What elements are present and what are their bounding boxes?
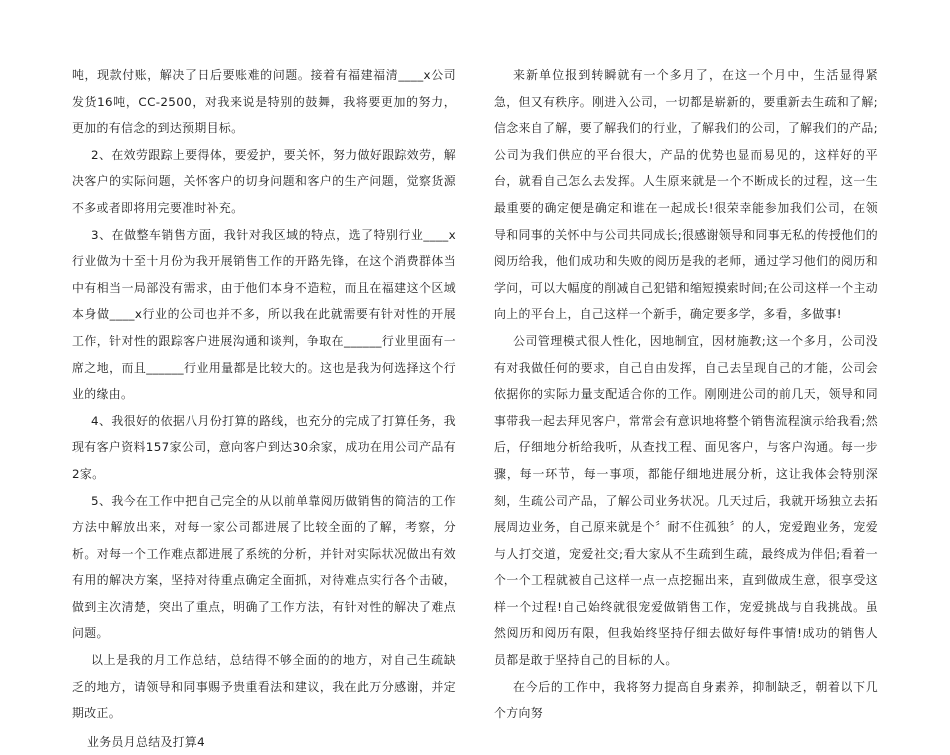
left-column: [72, 62, 456, 755]
right-column: [494, 62, 878, 727]
left-paragraph-1: 吨，现款付账，解决了日后要账难的问题。接着有福建福清____x公司发货16吨，CC-2500，对我来说是特别的鼓舞，我将要更加的努力，更加的有信念的到达预期目标。: [72, 68, 456, 136]
left-paragraph-2: 2、在效劳跟踪上要得体，要爱护，要关怀，努力做好跟踪效劳，解决客户的实际问题，关怀客户的切身问题和客户的生产问题，觉察货源不多或者即将用完要准时补充。: [72, 147, 456, 215]
left-paragraph-6: 以上是我的月工作总结，总结得不够全面的的地方，对自己生疏缺乏的地方，请领导和同事赐予贵重看法和建议，我在此万分感谢，并定期改正。: [72, 653, 456, 721]
left-paragraph-3: 3、在做整车销售方面，我针对我区域的特点，选了特别行业____x行业做为十至十月份为我开展销售工作的开路先锋，在这个消费群体当中有相当一局部没有需求，由于他们本身不造粒，而且在福建这个区域本身做____x行业的公司也并不多，所以我在此就需要有针对性的开展工作，针对性的跟踪客户进展沟通和谈判，争取在______行业里面有一席之地，而且______行业用量都是比较大的。这也是我为何选择这个行业的缘由。: [72, 227, 456, 402]
section-heading: 业务员月总结及打算4: [87, 734, 206, 749]
right-paragraph-3: 在今后的工作中，我将努力提高自身素养，抑制缺乏，朝着以下几个方向努: [494, 679, 878, 721]
right-paragraph-2: 公司管理模式很人性化，因地制宜，因材施教;这一个多月，公司没有对我做任何的要求，自己自由发挥，自己去呈现自己的才能，公司会依据你的实际力量支配适合你的工作。刚刚进公司的前几天，领导和同事带我一起去拜见客户，常常会有意识地将整个销售流程演示给我看;然后，仔细地分析给我听，从查找工程、面见客户，与客户沟通。每一步骤，每一环节，每一事项，都能仔细地进展分析，这让我体会特别深刻，生疏公司产品，了解公司业务状况。几天过后，我就开场独立去拓展周边业务，自己原来就是个〞耐不住孤独〞的人，宠爱跑业务，宠爱与人打交道，宠爱社交;看大家从不生疏到生疏，最终成为伴侣;看着一个一个工程就被自己这样一点一点挖掘出来，直到做成生意，很享受这样一个过程!自己始终就很宠爱做销售工作，宠爱挑战与自我挑战。虽然阅历和阅历有限，但我始终坚持仔细去做好每件事情!成功的销售人员都是敢于坚持自己的目标的人。: [494, 333, 878, 668]
left-paragraph-4: 4、我很好的依据八月份打算的路线，也充分的完成了打算任务，我现有客户资料157家公司，意向客户到达30余家，成功在用公司产品有2家。: [72, 413, 456, 481]
left-paragraph-5: 5、我今在工作中把自己完全的从以前单靠阅历做销售的简洁的工作方法中解放出来，对每一家公司都进展了比较全面的了解，考察，分析。对每一个工作难点都进展了系统的分析，并针对实际状况做出有效有用的解决方案，坚持对待重点确定全面抓，对待难点实行各个击破，做到主次清楚，突出了重点，明确了工作方法，有针对性的解决了难点问题。: [72, 493, 456, 641]
right-paragraph-1: 来新单位报到转瞬就有一个多月了，在这一个月中，生活显得紧急，但又有秩序。刚进入公司，一切都是崭新的，要重新去生疏和了解;信念来自了解，要了解我们的行业，了解我们的公司，了解我们的产品;公司为我们供应的平台很大，产品的优势也显而易见的，这样好的平台，就看自己怎么去发挥。人生原来就是一个不断成长的过程，这一生最重要的确定便是确定和谁在一起成长!很荣幸能参加我们公司，在领导和同事的关怀中与公司共同成长;很感谢领导和同事无私的传授他们的阅历给我，他们成功和失败的阅历是我的老师，通过学习他们的阅历和学问，可以大幅度的削减自己犯错和缩短摸索时间;在公司这样一个主动向上的平台上，自己这样一个新手，确定要多学，多看，多做事!: [494, 68, 878, 322]
